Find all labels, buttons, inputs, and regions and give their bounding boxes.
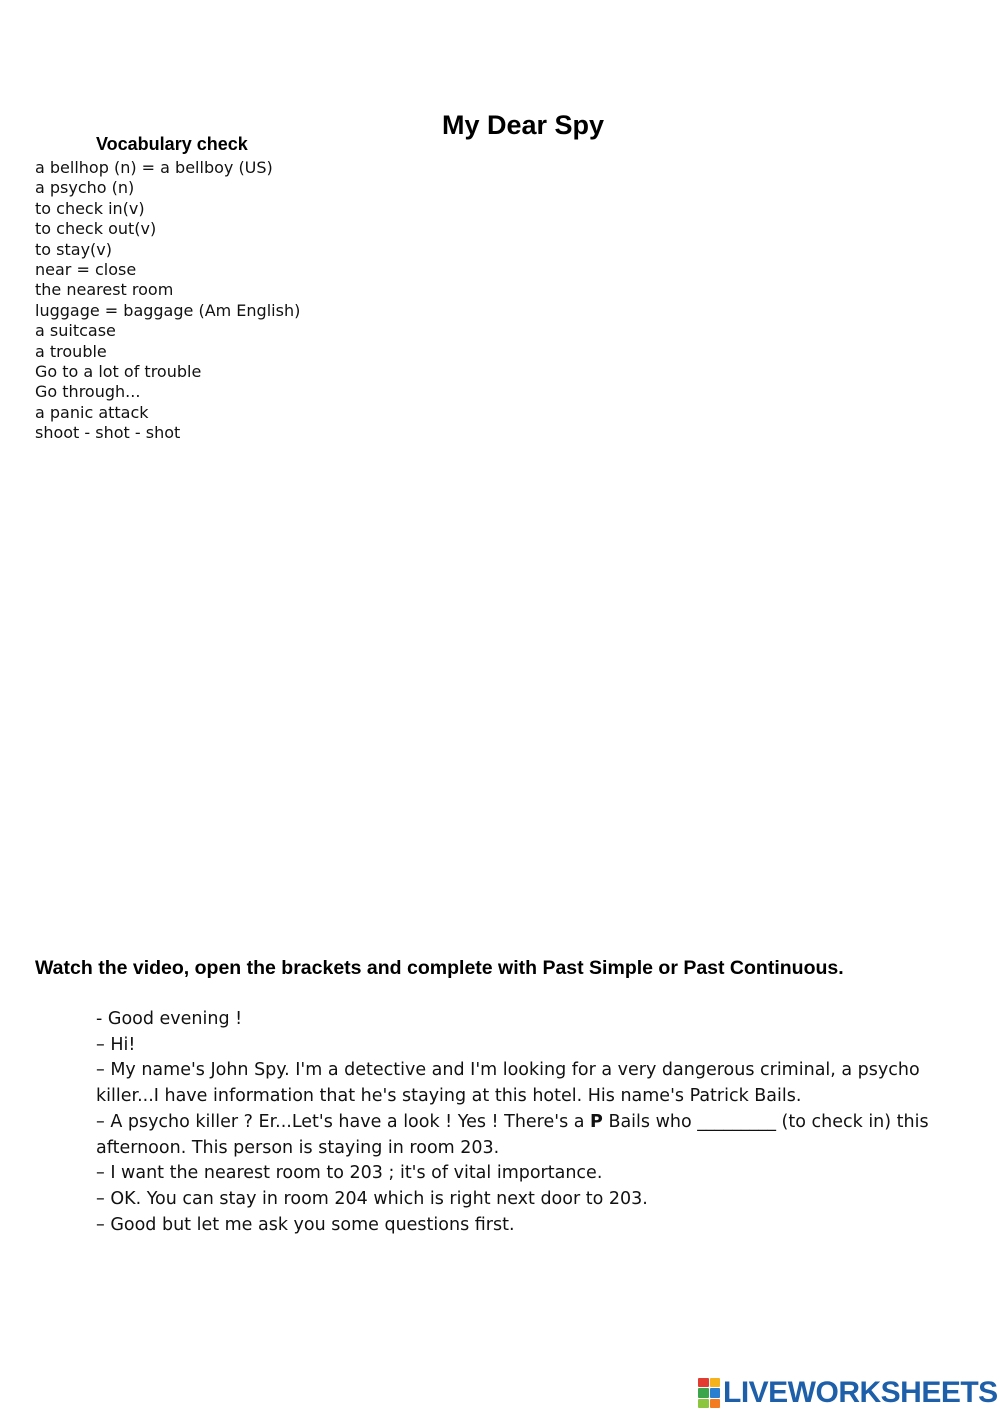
vocabulary-item: near = close <box>35 260 137 280</box>
vocabulary-item: to check in(v) <box>35 198 145 218</box>
dialogue-line: – Hi! <box>96 1034 136 1055</box>
dialogue-text-with-gap: Bails who _________ (to check in) this afternoon. This person is staying in room 203. <box>96 1111 929 1158</box>
vocabulary-item: a psycho (n) <box>35 178 135 198</box>
liveworksheets-logo <box>698 1375 998 1411</box>
logo-text: LIVEWORKSHEETS <box>723 1376 998 1409</box>
vocabulary-item: Go through... <box>35 382 141 402</box>
logo-block <box>710 1388 721 1397</box>
dialogue-line: - Good evening ! <box>96 1009 243 1029</box>
vocabulary-item: to check out(v) <box>35 219 157 239</box>
logo-block <box>698 1399 709 1408</box>
vocabulary-item: a trouble <box>35 341 107 361</box>
logo-block <box>710 1399 721 1408</box>
dialogue <box>96 1007 958 1238</box>
dialogue-line: – I want the nearest room to 203 ; it's of vital importance. <box>96 1163 603 1184</box>
dialogue-line: – OK. You can stay in room 204 which is right next door to 203. <box>96 1188 648 1209</box>
vocabulary-list <box>35 158 300 444</box>
logo-blocks-icon <box>698 1378 720 1408</box>
vocabulary-item: shoot - shot - shot <box>35 423 181 443</box>
logo-block <box>710 1378 721 1387</box>
document-title: My Dear Spy <box>441 110 605 141</box>
dialogue-line: – My name's John Spy. I'm a detective and I'm looking for a very dangerous criminal, a psycho killer...I have information that he's staying at this hotel. His name's Patrick Bails. <box>96 1060 920 1107</box>
logo-block <box>698 1378 709 1387</box>
vocabulary-item: a bellhop (n) = a bellboy (US) <box>35 158 273 177</box>
vocabulary-item: a suitcase <box>35 321 116 341</box>
vocabulary-item: to stay(v) <box>35 239 112 259</box>
vocabulary-item: a panic attack <box>35 402 149 422</box>
dialogue-line-with-blank <box>96 1110 958 1161</box>
exercise-instruction: Watch the video, open the brackets and complete with Past Simple or Past Continuous. <box>35 957 844 979</box>
vocabulary-item: luggage = baggage (Am English) <box>35 300 301 320</box>
vocabulary-item: the nearest room <box>35 280 174 300</box>
vocabulary-heading: Vocabulary check <box>96 134 248 154</box>
dialogue-text: – A psycho killer ? Er...Let's have a look ! Yes ! There's a <box>96 1111 591 1132</box>
logo-block <box>698 1388 709 1397</box>
bold-initial: P <box>590 1111 603 1132</box>
dialogue-line: – Good but let me ask you some questions first. <box>96 1214 515 1235</box>
vocabulary-item: Go to a lot of trouble <box>35 362 202 382</box>
